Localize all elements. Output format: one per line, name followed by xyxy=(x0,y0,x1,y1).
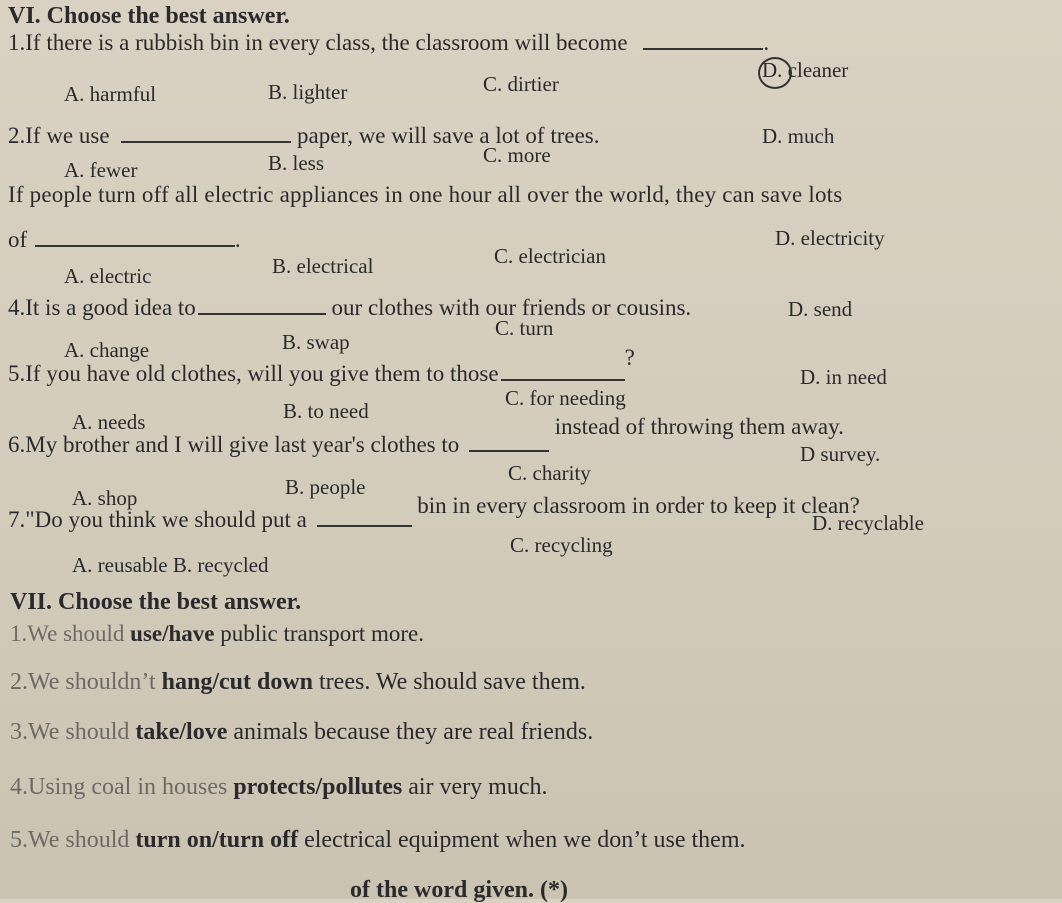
sentence-lead: 1.We should xyxy=(10,621,131,646)
q5-option-c: C. for needing xyxy=(505,386,626,410)
q2-option-d: D. much xyxy=(762,124,835,148)
answer-blank xyxy=(121,140,291,143)
answer-blank xyxy=(35,244,235,247)
cut-off-instruction: of the word given. (*) xyxy=(350,877,568,903)
q2-option-c: C. more xyxy=(483,143,551,167)
q5-option-a: A. needs xyxy=(72,410,146,434)
sentence-lead: 2.We shouldn’t xyxy=(10,669,162,695)
q5-option-d: D. in need xyxy=(800,365,887,389)
sentence-tail: animals because they are real friends. xyxy=(227,719,594,745)
question-number: 4. xyxy=(8,295,26,320)
question-text: "Do you think we should put a xyxy=(25,507,307,532)
q2-option-b: B. less xyxy=(268,151,325,175)
q3-option-c: C. electrician xyxy=(494,244,606,268)
q5-option-b: B. to need xyxy=(283,399,369,423)
answer-blank xyxy=(469,449,549,452)
question-text: of xyxy=(8,227,28,252)
sentence-lead: 5.We should xyxy=(10,827,136,853)
sentence-tail: electrical equipment when we don’t use them. xyxy=(298,827,746,853)
q1-option-b: B. lighter xyxy=(268,80,348,104)
q3-option-d: D. electricity xyxy=(775,226,885,250)
section-7-heading: VII. Choose the best answer. xyxy=(10,589,302,615)
question-text: If you have old clothes, will you give them to those xyxy=(25,361,499,386)
q1-option-a: A. harmful xyxy=(64,82,157,106)
sentence-tail: trees. We should save them. xyxy=(313,669,586,695)
answer-blank xyxy=(198,312,326,315)
word-choice: take/love xyxy=(135,719,228,745)
question-text-tail: paper, we will save a lot of trees. xyxy=(297,123,600,148)
word-choice: use/have xyxy=(130,621,215,646)
question-text: It is a good idea to xyxy=(25,295,196,320)
question-text-tail: our clothes with our friends or cousins. xyxy=(331,295,692,320)
question-text: If there is a rubbish bin in every class, the classroom will become xyxy=(25,30,628,55)
q1-option-c: C. dirtier xyxy=(483,72,559,96)
question-number: 6. xyxy=(8,432,26,457)
q4-option-d: D. send xyxy=(788,297,853,321)
answer-blank xyxy=(317,524,412,527)
q6-option-b: B. people xyxy=(285,475,366,499)
word-choice: protects/pollutes xyxy=(233,774,403,800)
sentence-5 xyxy=(10,828,746,852)
q4-option-a: A. change xyxy=(64,338,150,362)
q7-option-c: C. recycling xyxy=(510,533,613,557)
question-4 xyxy=(8,296,691,319)
sentence-lead: 4.Using coal in houses xyxy=(10,774,234,800)
q6-option-c: C. charity xyxy=(508,461,591,485)
word-choice: turn on/turn off xyxy=(135,827,299,853)
question-number: 5. xyxy=(8,361,26,386)
sentence-tail: public transport more. xyxy=(214,621,425,646)
question-end: . xyxy=(234,227,241,252)
q1-option-d: D. cleaner xyxy=(762,58,849,82)
question-end: . xyxy=(763,30,770,55)
question-text-tail: bin in every classroom in order to keep it clean? xyxy=(417,493,860,518)
q3-option-a: A. electric xyxy=(64,264,152,288)
word-choice: hang/cut down xyxy=(161,669,314,695)
question-end: ? xyxy=(624,345,635,370)
question-number: 7. xyxy=(8,507,26,532)
question-3-line-2 xyxy=(8,228,241,251)
question-3: If people turn off all electric appliances in one hour all over the world, they can save lots xyxy=(8,182,843,207)
question-1 xyxy=(8,31,769,54)
q2-option-a: A. fewer xyxy=(64,158,138,182)
q4-option-b: B. swap xyxy=(282,330,350,354)
sentence-tail: air very much. xyxy=(402,774,548,800)
q7-option-a-b: A. reusable B. recycled xyxy=(72,553,269,577)
question-text: If we use xyxy=(25,123,110,148)
q4-option-c: C. turn xyxy=(495,316,554,340)
sentence-lead: 3.We should xyxy=(10,719,136,745)
question-text: My brother and I will give last year's clothes to xyxy=(25,432,460,457)
q3-option-b: B. electrical xyxy=(272,254,374,278)
answer-blank xyxy=(501,378,625,381)
question-number: 1. xyxy=(8,30,26,55)
q6-option-d: D survey. xyxy=(800,442,881,466)
sentence-4 xyxy=(10,775,547,799)
q6-option-a: A. shop xyxy=(72,486,138,510)
question-number: 2. xyxy=(8,123,26,148)
section-6-heading: VI. Choose the best answer. xyxy=(8,3,290,29)
sentence-2 xyxy=(10,670,586,694)
sentence-3 xyxy=(10,720,593,744)
question-text-tail: instead of throwing them away. xyxy=(554,414,844,439)
answer-blank xyxy=(643,47,763,50)
q7-option-d: D. recyclable xyxy=(812,511,924,535)
sentence-1 xyxy=(10,622,424,645)
